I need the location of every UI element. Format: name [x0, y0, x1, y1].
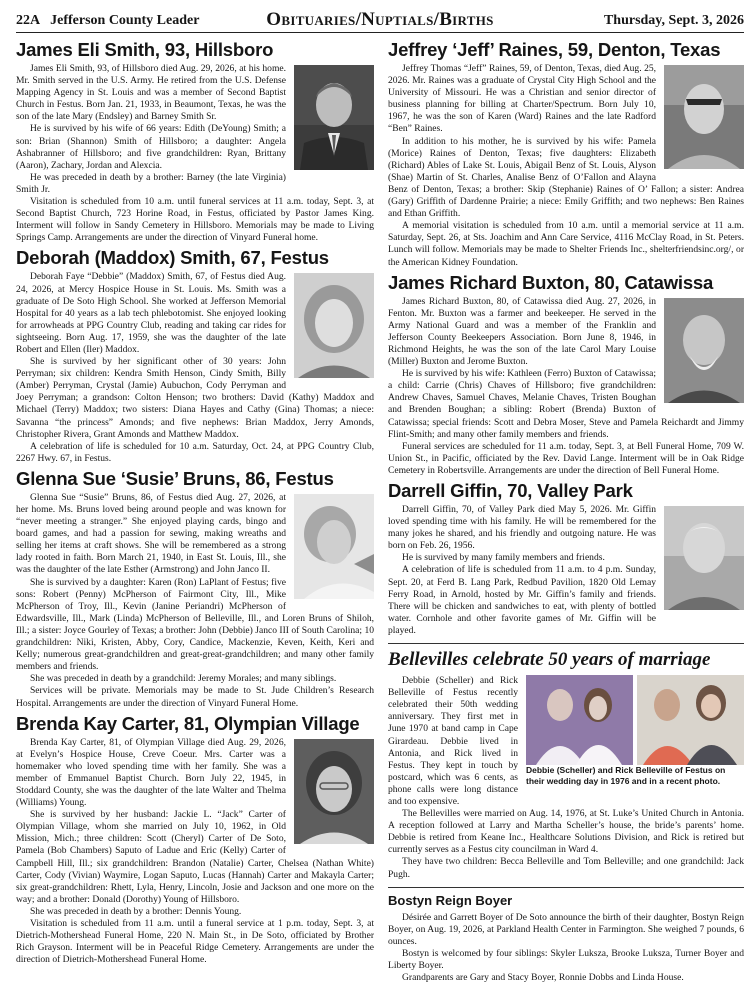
birth-announcement [388, 893, 744, 984]
paragraph: In addition to his mother, he is survived by his wife: Pamela (Morice) Raines of Denton, Texas; five daughters: Elizabeth (Richard) Ables of Lake St. Louis, Abigail Benz of St. Louis, Alyson (Shae) Martin of St. Charles, Analise Benz of O’Fallon and Alayna Benz of Denton, Texas; a brother: Skip (Stephanie) Raines of O’ Fallon; a sister: Andrea (Gary) Griffith of Dardenne Prairie; a niece: Emily Griffith; and two nephews: Ben Raines and Ethan Griffith. [388, 135, 744, 220]
portrait-photo [664, 298, 744, 403]
headline: James Richard Buxton, 80, Catawissa [388, 271, 714, 293]
publication-name: Jefferson County Leader [50, 13, 200, 28]
obituary-darrell-giffin [388, 480, 744, 637]
paragraph: She was preceded in death by a grandchild: Jeremy Morales; and many siblings. [30, 673, 337, 685]
portrait-photo [294, 65, 374, 170]
paragraph: Deborah Faye “Debbie” (Maddox) Smith, 67, of Festus died Aug. 24, 2026, at Mercy Hospice House in St. Louis. Ms. Smith was a graduate of De Soto High School. She worked at Jefferson Memorial Hospital for 40 years as a lab tech phlebotomist. She enjoyed looking for arrowheads at PPG Country Club, reading and taking car rides for sightseeing. Born Aug. 17, 1959, she was the daughter of the late Robert and Ellen (Iler) Maddox. [16, 271, 286, 355]
paragraph: James Richard Buxton, 80, of Catawissa died Aug. 27, 2026, in Fenton. Mr. Buxton was a farmer and beekeeper. He served in the Army National Guard and was a member of the Franklin and Jefferson County Beekeepers Association. Born June 8, 1946, in Richmond Heights, he was the son of the late Carol Mary Louise (Miller) Buxton and Jerome Buxton. [388, 295, 656, 368]
paragraph: He was preceded in death by a brother: Barney (the late Virginia) Smith Jr. [16, 171, 286, 195]
paragraph: A celebration of life is scheduled from 11 a.m. to 4 p.m. Sunday, Sept. 20, at Ferd B. Lang Park, Redbud Pavilion, 1820 Old Lemay Ferry Road, in Arnold, hosted by Mr. Giffin’s family and friends. There will be chicken and sandwiches to eat, with plenty of bottled water. Cornhole and other favorite games of Mr. Giffin will be played. [388, 564, 656, 636]
section-divider [388, 643, 744, 644]
paragraph: A celebration of life is scheduled for 10 a.m. Saturday, Oct. 24, at PPG Country Club, 2267 Hwy. 67, in Festus. [16, 440, 374, 464]
anniversary-announcement [388, 649, 744, 881]
paragraph: James Eli Smith, 93, of Hillsboro died Aug. 29, 2026, at his home. Mr. Smith served in the U.S. Army. He retired from the U.S. Defense Mapping Agency in St. Louis and was a member of Second Baptist Church in Festus. Born Jan. 21, 1933, in Beaumont, Texas, he was the son of the late Mary (Endsley) and Barney Smith Sr. [16, 63, 286, 123]
paragraph: The Bellevilles were married on Aug. 14, 1976, at St. Luke’s United Church in Antonia. A reception followed at Larry and Martha Scheller’s house, the bride’s parents’ home. Debbie is retired from Keane Inc., Healthcare Solutions Division, and Rick is retired but currently serves as a Festus city councilman in Ward 4. [388, 808, 744, 856]
left-column [16, 39, 374, 984]
issue-date: Thursday, Sept. 3, 2026 [603, 13, 744, 28]
paragraph: They have two children: Becca Belleville and Tom Belleville; and one grandchild: Jack Pugh. [388, 856, 744, 880]
headline: Glenna Sue ‘Susie’ Bruns, 86, Festus [16, 467, 334, 489]
portrait-photo [294, 739, 374, 844]
paragraph: She is survived by her husband: Jackie L. “Jack” Carter of Olympian Village, whom she married on July 10, 1962, in Old Mission, Mich.; three children: Scott (Cheryl) Carter of De Soto, Pamela (Bob Chambers) Saputo of Ladue and Eric (Kelly) Carter of Campbell Hill, Ill.; six grandchildren: Brandon (Natalie) Carter, Chelsea (Nathan White) Carter, Cody (Vivian) Waymire, Logan Saputo, Lucas (Hannah) Carter and Makayla Carter; six great-grandchildren: Rhett, Lyla, Henry, Lincoln, Josie and Jackson and one more on the way; and a brother: Donald (Dorothy) Young of Hillsboro. [16, 809, 374, 905]
photo-caption: Debbie (Scheller) and Rick Belleville of Festus on their wedding day in 1976 and in a recent photo. [526, 765, 726, 786]
paragraph: Visitation is scheduled from 11 a.m. until a funeral service at 1 p.m. today, Sept. 3, at Dietrich-Mothershead Funeral Home, 220 N. Main St., in De Soto, officiated by Brother Rich Grayson. Interment will be in Peaceful Ridge Cemetery. Arrangements are under the direction of Dietrich-Mothershead Funeral Home. [16, 918, 374, 966]
paragraph: She is survived by a daughter: Karen (Ron) LaPlant of Festus; five sons: Robert (Penny) McPherson of Fairmont City, Ill., Mike McPherson of Troy, Ill., Kevin (Janine Periandri) McPherson of Edwardsville, Ill., Mark (Linda) McPherson of Belleville, Ill., and Loren Bruns of Shiloh, Ill.; a sister: Joyce Gourley of Texas; a brother: John (Debbie) Janco III of South Carolina; 10 grandchildren: Niki, Kristen, Abby, Cory, Candice, Mackenzie, Keven, Keith, Keri and Kelly; numerous great-grandchildren and great-great-grandchildren; and many other family members and friends. [16, 576, 374, 673]
section-divider [388, 887, 744, 888]
paragraph: He is survived by many family members and friends. [402, 552, 605, 564]
paragraph: She was preceded in death by a brother: Dennis Young. [30, 905, 242, 917]
obituary-glenna-bruns [16, 468, 374, 710]
paragraph: He is survived by his wife of 66 years: Edith (DeYoung) Smith; a son: Brian (Shannon) Smith of Hillsboro; a daughter: Angela Ashabranner of Hillsboro; and five grandchildren: Ryan, Brittany (Aaron), Zachary, Jordan and Alexcia. [16, 123, 286, 171]
paragraph: Debbie (Scheller) and Rick Belleville of Festus recently celebrated their 50th wedding anniversary. They first met in June 1970 at band camp in Cape Girardeau. Debbie lived in Antonia, and Rick lived in Festus. They kept in touch by postcard, which was 6 cents, as phone calls were long distance and too expensive. [388, 675, 518, 807]
portrait-photo [294, 273, 374, 378]
page-number: 22A [16, 13, 41, 28]
paragraph: Jeffrey Thomas “Jeff” Raines, 59, of Denton, Texas, died Aug. 25, 2026. Mr. Raines was a graduate of Crystal City High School and the University of Missouri. He was a Christian and senior director of business planning for billing at Charter/Spectrum. Born July 10, 1967, he was the son of Karen (Ward) Raines and the late Radford “Ben” Raines. [388, 63, 656, 135]
masthead [16, 8, 744, 33]
portrait-photo [294, 494, 374, 599]
obituary-deborah-smith [16, 247, 374, 465]
paragraph: Darrell Giffin, 70, of Valley Park died May 5, 2026. Mr. Giffin loved spending time with his family. He will be remembered for the many jokes he shared, and his friendly and outgoing nature. He was born on Feb. 26, 1956. [388, 504, 656, 552]
section-title: Obituaries/Nuptials/Births [266, 9, 494, 30]
paragraph: Visitation is scheduled from 10 a.m. until funeral services at 11 a.m. today, Sept. 3, at Second Baptist Church, 723 Horine Road, in Festus, officiated by Pastor James King. Interment will follow in Sandy Cemetery in Hillsboro. Memorials may be made to Living Springs Camp. Arrangements are under the direction of Vinyard Funeral home. [16, 196, 374, 244]
paragraph: Funeral services are scheduled for 11 a.m. today, Sept. 3, at Bell Funeral Home, 709 W. Union St., in Pacific, officiated by the Rev. David Lange. Interment will be in Oak Ridge Cemetery in Robertsville. Arrangements are under the direction of Bell Funeral Home. [388, 440, 744, 476]
portrait-photo [664, 65, 744, 169]
paragraph: A memorial visitation is scheduled from 10 a.m. until a memorial service at 11 a.m. Saturday, Sept. 26, at Sts. Joachim and Ann Care Service, 4116 McClay Road, in St. Peters. Lunch will follow. Memorials may be made to Shelter Friends Inc., shelterfriendsinc.org/, or the American Kidney Foundation. [388, 220, 744, 268]
paragraph: Brenda Kay Carter, 81, of Olympian Village died Aug. 29, 2026, at Evelyn’s Hospice House, Creve Coeur. Mrs. Carter was a homemaker who loved spending time with her family. She was a member of Emmanuel Baptist Church. Born July 22, 1945, in Stoddard County, she was the daughter of the late Walter and Thelma (Williams) Young. [16, 736, 286, 809]
headline: Bellevilles celebrate 50 years of marriage [388, 649, 711, 671]
paragraph: Glenna Sue “Susie” Bruns, 86, of Festus died Aug. 27, 2026, at her home. Ms. Bruns loved being around people and was known for “never meeting a stranger.” She enjoyed playing cards, bingo and board games, and had a passion for sewing, making wreaths and selling her items at craft shows. She will be remembered as a strong lady rooted in faith. Born March 21, 1940, in East St. Louis, Ill., she was the daughter of the late Esther (Armstrong) and John Janco II. [16, 491, 286, 576]
right-column [388, 39, 744, 984]
headline: Bostyn Reign Boyer [388, 892, 513, 908]
paragraph: He is survived by his wife: Kathleen (Ferro) Buxton of Catawissa; a child: Carrie (Chris) Chaves of Hillsboro; five grandchildren: Andrew Chaves, Samuel Chaves, Melanie Chaves, Tristen Boughan and Brenden Boughan; a sibling: Robert (Brenda) Buxton of Catawissa; special friends: Scott and Debra Moser, Steve and Pamela Reichardt and Jimmy Flint-Smith; and many other family members and friends. [388, 368, 744, 440]
portrait-photo [664, 506, 744, 610]
wedding-photo [526, 675, 633, 765]
obituary-brenda-carter [16, 713, 374, 967]
paragraph: Grandparents are Gary and Stacy Boyer, Ronnie Dobbs and Linda House. [402, 972, 684, 984]
paragraph: She is survived by her significant other of 30 years: John Perryman; six children: Kendra Smith Henson, Cindy Smith, Billy (Amber) Perryman, Crystal (Jamie) Aubuchon, Cody Perryman and Joey Perryman; a grandson: Colton Henson; two brothers: David (Kathy) Maddox and Michael (Terry) Maddox; two sisters: Diana Hayes and Cathy (Gina) Thomas; a niece: Savanna “the princess” Amonds; and five nephews: Brian Maddox, Jerry Amonds, Christopher Rivera, Grant Amonds and Matthew Maddox. [16, 356, 374, 440]
paragraph: Désirée and Garrett Boyer of De Soto announce the birth of their daughter, Bostyn Reign Boyer, on Aug. 19, 2026, at Parkland Health Center in Farmington. She weighed 7 pounds, 6 ounces. [388, 911, 744, 947]
headline: Brenda Kay Carter, 81, Olympian Village [16, 712, 360, 734]
headline: Darrell Giffin, 70, Valley Park [388, 480, 633, 501]
paragraph: Services will be private. Memorials may be made to St. Jude Children’s Research Hospital. Arrangements are under the direction of Vinyard Funeral Home. [16, 685, 374, 709]
headline: Deborah (Maddox) Smith, 67, Festus [16, 247, 329, 269]
headline: Jeffrey ‘Jeff’ Raines, 59, Denton, Texas [388, 39, 721, 60]
obituary-james-smith [16, 39, 374, 244]
obituary-jeffrey-raines [388, 39, 744, 269]
anniversary-photos [526, 675, 744, 786]
columns [16, 39, 744, 984]
obituary-james-buxton [388, 272, 744, 477]
headline: James Eli Smith, 93, Hillsboro [16, 39, 274, 60]
paragraph: Bostyn is welcomed by four siblings: Skyler Luksza, Brooke Luksza, Turner Boyer and Liberty Boyer. [388, 947, 744, 971]
recent-photo [637, 675, 744, 765]
